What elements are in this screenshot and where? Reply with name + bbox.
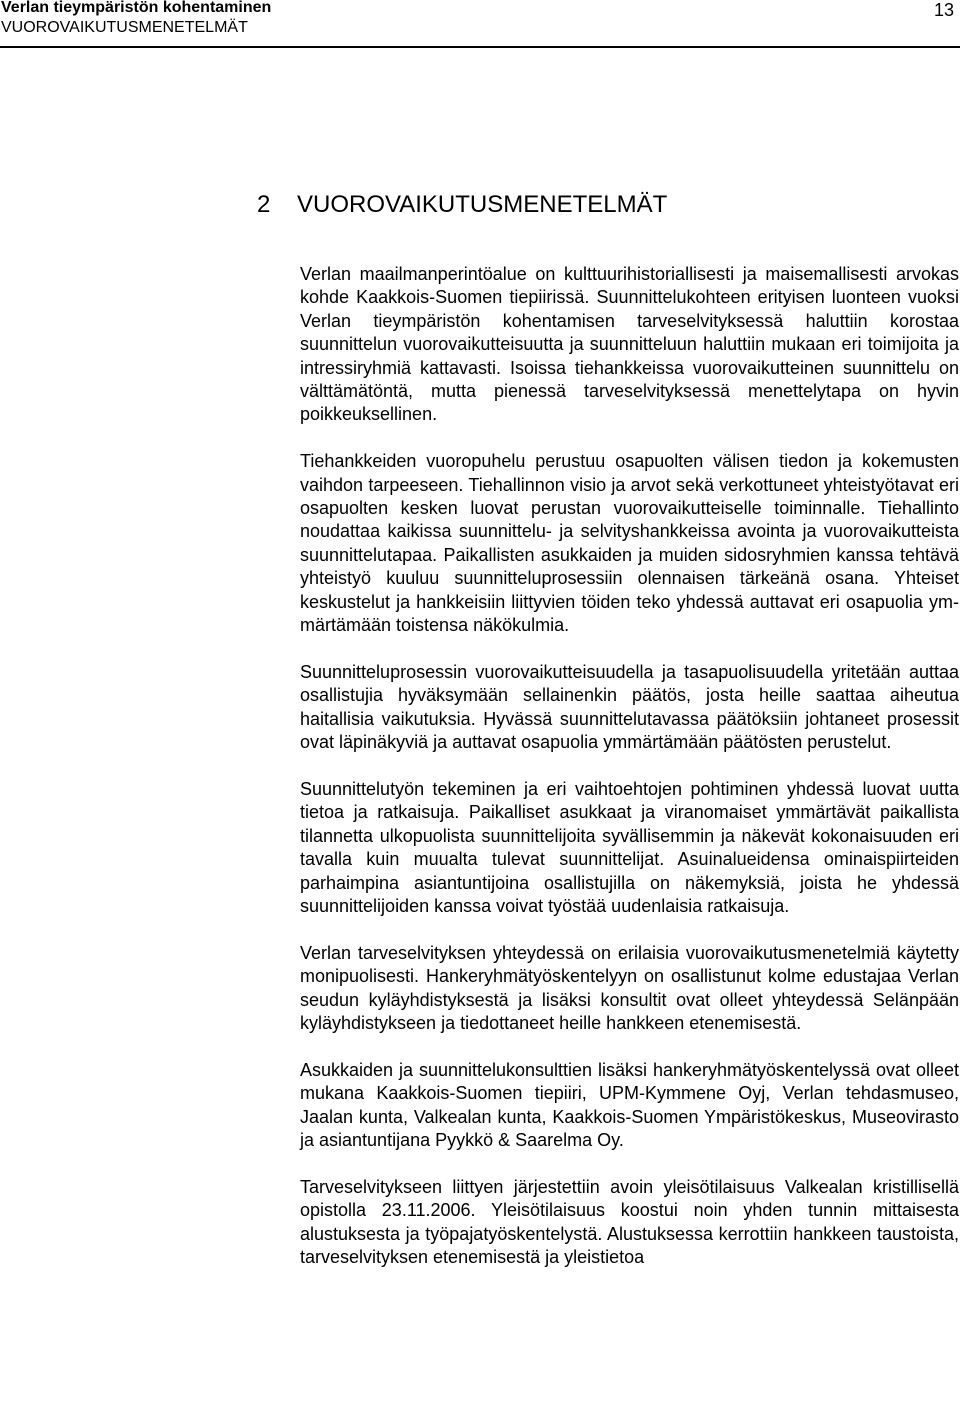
paragraph: Verlan maailmanperintöalue on kulttuurihistoriallisesti ja maisemallisesti arvokas kohde Kaakkois-Suomen tiepiirissä. Suunnittelukohteen erityisen luonteen vuoksi Verlan tieympäristön kohentamisen tarveselvityksessä haluttiin korostaa suunnittelun vuorovaikutteisuutta ja suunnitteluun haluttiin mukaan eri toimijoita ja intressiryhmiä kattavasti. Isoissa tiehankkeissa vuorovaikutteinen suunnittelu on välttämätöntä, mutta pienessä tarveselvityksessä menettelytapa on hyvin poikkeuksellinen. (300, 264, 959, 425)
header-subtitle: VUOROVAIKUTUSMENETELMÄT (1, 19, 248, 36)
paragraph: Tiehankkeiden vuoropuhelu perustuu osapuolten välisen tiedon ja kokemusten vaihdon tarpeeseen. Tiehallinnon visio ja arvot sekä verkottuneet yhteistyötavat eri osapuolten kesken luovat perustan vuorovaikutteiselle toiminnalle. Tiehallinto noudattaa kaikissa suunnittelu- ja selvityshankkeissa avointa ja vuorovaikutteista suunnittelutapaa. Paikallisten asukkaiden ja muiden sidosryhmien kanssa tehtävä yhteistyö kuuluu suunnitteluprosessiin olennaisen tärkeänä osana. Yhteiset keskustelut ja hankkeisiin liittyvien töiden teko yhdessä auttavat eri osapuolia ymmärtämään toistensa näkökulmia. (300, 451, 959, 636)
section-number: 2 (257, 191, 271, 218)
page-header (0, 0, 960, 54)
body-text (300, 263, 959, 1293)
paragraph: Verlan tarveselvityksen yhteydessä on erilaisia vuorovaikutusmenetelmiä käytetty monipuolisesti. Hankeryhmätyöskentelyyn on osallistunut kolme edustajaa Verlan seudun kyläyhdistyksestä ja lisäksi konsultit ovat olleet yhteydessä Selänpään kyläyhdistykseen ja tiedottaneet heille hankkeen etenemisestä. (300, 942, 959, 1033)
section-heading (257, 190, 667, 220)
header-divider (0, 46, 960, 48)
section-title: VUOROVAIKUTUSMENETELMÄT (297, 191, 668, 218)
paragraph: Tarveselvitykseen liittyen järjestettiin avoin yleisötilaisuus Valkealan kristillisellä opistolla 23.11.2006. Yleisötilaisuus koostui noin yhden tunnin mittaisesta alustuksesta ja työpajatyöskentelystä. Alustuksessa kerrottiin hankkeen taustoista, tarveselvityksen etenemisestä ja yleistietoa (300, 1176, 959, 1267)
header-title: Verlan tieympäristön kohentaminen (1, 0, 272, 16)
paragraph: Suunnitteluprosessin vuorovaikutteisuudella ja tasapuolisuudella yritetään auttaa osallistujia hyväksymään sellainenkin päätös, josta heille saattaa aiheutua haitallisia vaikutuksia. Hyvässä suunnittelutavassa päätöksiin johtaneet prosessit ovat läpinäkyviä ja auttavat osapuolia ymmärtämään päätösten perustelut. (300, 661, 959, 753)
page-number: 13 (933, 0, 954, 20)
paragraph: Asukkaiden ja suunnittelukonsulttien lisäksi hankeryhmätyöskentelyssä ovat olleet mukana Kaakkois-Suomen tiepiiri, UPM-Kymmene Oyj, Verlan tehdasmuseo, Jaalan kunta, Valkealan kunta, Kaakkois-Suomen Ympäristökeskus, Museovirasto ja asiantuntijana Pyykkö & Saarelma Oy. (300, 1059, 959, 1150)
paragraph: Suunnittelutyön tekeminen ja eri vaihtoehtojen pohtiminen yhdessä luovat uutta tietoa ja ratkaisuja. Paikalliset asukkaat ja viranomaiset ymmärtävät paikallista tilannetta ulkopuolista suunnittelijoita syvällisemmin ja näkevät kokonaisuuden eri tavalla kuin muualta tulevat suunnittelijat. Asuinalueidensa ominaispiirteiden parhaimpina asiantuntijoina osallistujilla on näkemyksiä, joista he yhdessä suunnittelijoiden kanssa voivat työstää uudenlaisia ratkaisuja. (300, 778, 959, 916)
